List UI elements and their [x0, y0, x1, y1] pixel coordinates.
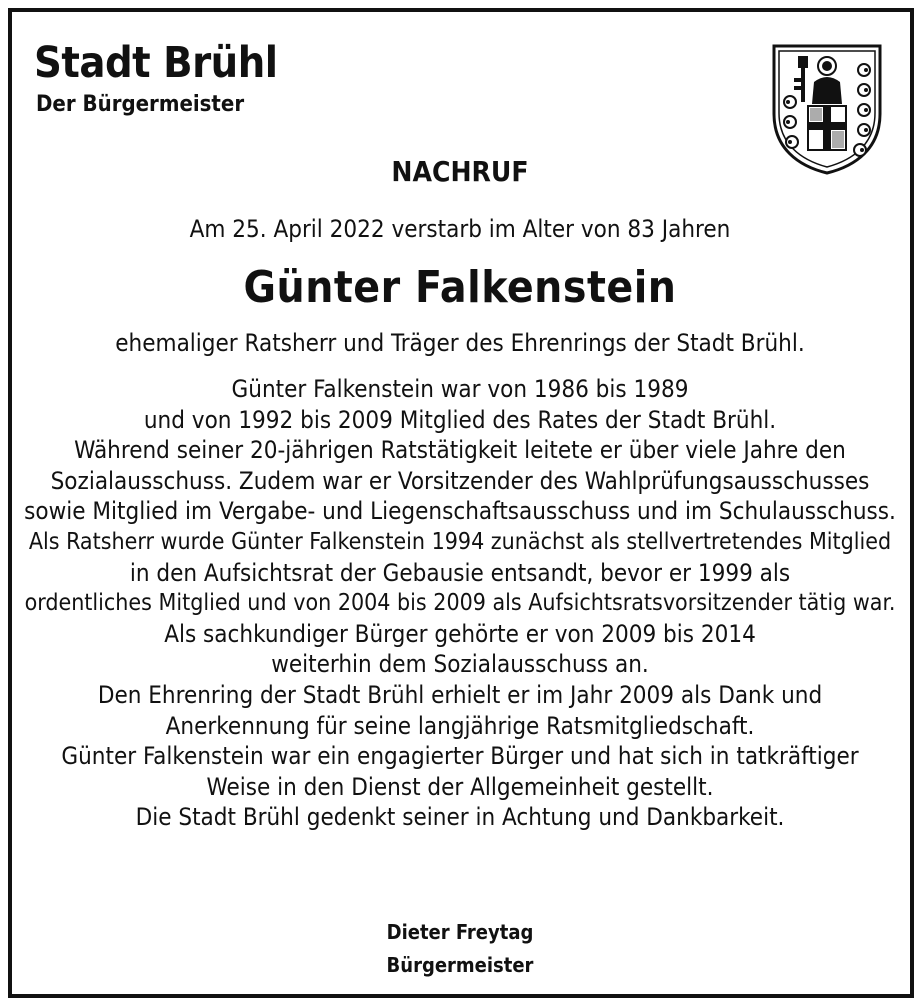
body-line: Günter Falkenstein war ein engagierter Bürger und hat sich in tatkräftiger [61, 742, 859, 771]
body-line: Weise in den Dienst der Allgemeinheit gestellt. [206, 772, 714, 801]
body-line: Sozialausschuss. Zudem war er Vorsitzender des Wahlprüfungsausschusses [50, 466, 870, 495]
body-line: Die Stadt Brühl gedenkt seiner in Achtung und Dankbarkeit. [135, 803, 785, 832]
body-line: und von 1992 bis 2009 Mitglied des Rates der Stadt Brühl. [143, 405, 777, 434]
body-line: Während seiner 20-jährigen Ratstätigkeit leitete er über viele Jahre den [74, 436, 846, 465]
body-line: sowie Mitglied im Vergabe- und Liegenschaftsausschuss und im Schulausschuss. [24, 497, 896, 526]
notice-heading: NACHRUF [391, 155, 529, 188]
notice-body [0, 374, 920, 833]
body-line: Anerkennung für seine langjährige Ratsmitgliedschaft. [165, 711, 755, 740]
signature-title: Bürgermeister [386, 953, 534, 977]
body-line: Den Ehrenring der Stadt Brühl erhielt er im Jahr 2009 als Dank und [97, 680, 823, 709]
body-line: weiterhin dem Sozialausschuss an. [271, 650, 649, 679]
body-line: Als sachkundiger Bürger gehörte er von 2009 bis 2014 [164, 619, 756, 648]
issuer-title: Stadt Brühl [34, 38, 278, 88]
deceased-name: Günter Falkenstein [243, 262, 677, 313]
body-line: Als Ratsherr wurde Günter Falkenstein 1994 zunächst als stellvertretendes Mitglied [28, 528, 892, 555]
deceased-role: ehemaliger Ratsherr und Träger des Ehrenrings der Stadt Brühl. [115, 329, 805, 357]
body-line: ordentliches Mitglied und von 2004 bis 2009 als Aufsichtsratsvorsitzender tätig war. [24, 590, 896, 617]
notice-intro: Am 25. April 2022 verstarb im Alter von 83 Jahren [189, 215, 731, 243]
signature-name: Dieter Freytag [386, 920, 534, 944]
issuer-subtitle: Der Bürgermeister [36, 92, 245, 117]
body-line: in den Aufsichtsrat der Gebausie entsandt, bevor er 1999 als [129, 558, 791, 587]
body-line: Günter Falkenstein war von 1986 bis 1989 [231, 375, 689, 403]
